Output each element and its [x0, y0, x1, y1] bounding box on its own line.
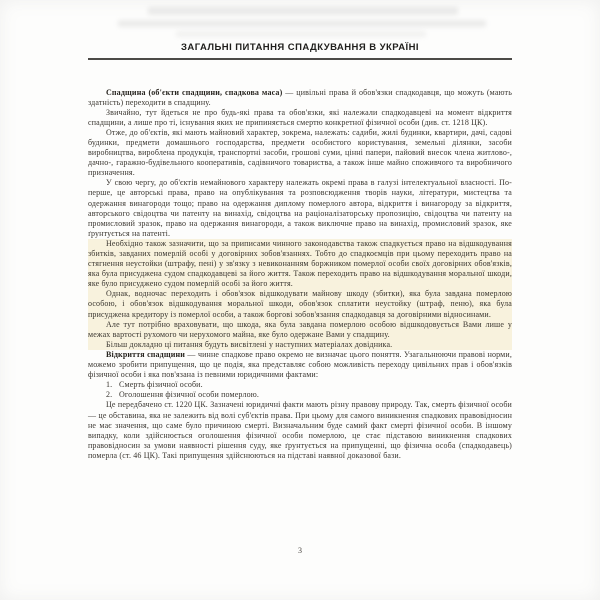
paragraph-text: Звичайно, тут йдеться не про будь-які права та обов'язки, які належали спадкодавцеві на момент відкриття спадщини, а лише про ті, існування яких не припиняється смертю конкретної фізичної особи (див. ст. 1218 ЦК). [88, 107, 512, 127]
paragraph [88, 239, 512, 289]
list-marker: 2. [106, 390, 113, 400]
text-column [88, 0, 512, 461]
paragraph-text: Це передбачено ст. 1220 ЦК. Зазначені юридичні факти мають різну правову природу. Так, смерть фізичної особи — це обставина, яка не залежить від волі суб'єктів права. При цьому для самого виникнення спадкових правовідносин не має значення, що саме було причиною смерті. Визначальним буде самий факт смерті фізичної особи. В іншому випадку, коли здійснюється оголошення фізичної особи померлою, це стає підставою виникнення спадкових правовідносин за умови наявності рішення суду, яке ґрунтується на припущенні, що фізична особа (спадкодавець) померла (ст. 46 ЦК). Такі припущення здійснюються на підставі наявної доказової бази. [88, 400, 512, 460]
paragraph-text: — цивільні права й обов'язки спадкодавця, що можуть (мають здатність) переходити в спадщину. [88, 87, 513, 107]
paragraph-text: У свою чергу, до об'єктів немайнового характеру належать окремі права в галузі інтелектуальної власності. По-перше, це авторські права, право на опублікування та розповсюдження творів науки, літератури, мистецтва та одержання винагороди тощо; право на одержання диплому померлого автора, відкриття і винагороду за відкриття, авторського свідоцтва чи патенту на винахід, свідоцтва на раціоналізаторську пропозицію, свідоцтва чи патенту на промисловий зразок, право на одержання винагороди, а також виключне право на винахід, промисловий зразок, яке ґрунтується на патенті. [88, 178, 512, 238]
paragraph-text: Але тут потрібно враховувати, що шкода, яка була завдана померлою особою відшкодовується Вами лише у межах вартості рухомого чи нерухомого майна, яке було одержане Вами у спадщину. [88, 319, 512, 339]
paragraph [88, 400, 512, 461]
paragraph-text: Більш докладно ці питання будуть висвітлені у наступних матеріалах довідника. [106, 339, 393, 349]
list-item [88, 390, 512, 400]
paragraph-text: Оголошення фізичної особи померлою. [119, 390, 260, 400]
paragraph-text: Отже, до об'єктів, які мають майновий характер, зокрема, належать: садиби, жилі будинки, квартири, дачі, садові будинки, предмети домашнього господарства, предмети особистого користування, земельні ділянки, засоби виробництва, вироблена продукція, транспортні засоби, грошові суми, цінні папери, пайовий внесок члена житлово-, дачно-, гаражно-будівельного кооперативів, садівничого товариства, а також інше майно споживчого та виробничого призначення. [88, 127, 512, 178]
page-number: 3 [298, 546, 302, 555]
paragraph [88, 108, 512, 128]
paragraph [88, 340, 512, 350]
paragraph [88, 178, 512, 239]
list-marker: 1. [106, 380, 113, 390]
list-item [88, 380, 512, 390]
paragraph [88, 128, 512, 178]
page-title: ЗАГАЛЬНІ ПИТАННЯ СПАДКУВАННЯ В УКРАЇНІ [181, 42, 419, 53]
paragraph-text: — чинне спадкове право окремо не визначає цього поняття. Узагальнюючи правові норми, можемо зробити припущення, що це подія, яка представляє собою можливість переходу цивільних прав і обов'язків фізичної особи і яка пов'язана із певними юридичними фактами: [88, 349, 512, 380]
paragraph-text: Однак, водночас переходить і обов'язок відшкодувати майнову шкоду (збитки), яка була завдана померлою особою, і обов'язок відшкодування моральної шкоди, обов'язок сплатити неустойку (штраф, пеню), яка була присуджена кредитору із померлої особи, а також боргові зобов'язання спадкодавця за договірними відносинами. [88, 289, 512, 319]
body-text [88, 88, 512, 461]
paragraph-text: Смерть фізичної особи. [119, 380, 203, 390]
paragraph [88, 88, 512, 108]
paragraph-lead-bold: Відкриття спадщини [106, 349, 186, 359]
paragraph-text: Необхідно також зазначити, що за приписами чинного законодавства також спадкується право на відшкодування збитків, завданих померлій особі у договірних зобов'язаннях. Тобто до спадкоємців при цьому переходить право на стягнення неустойки (штрафу, пені) у зв'язку з невиконанням боржником померлої особи своїх договірних обов'язків, яка була присуджена судом спадкодавцеві за його життя. Також переходить право на відшкодування моральної шкоди, яке було присуджено судом померлій особі за його життя. [88, 238, 512, 289]
paragraph [88, 289, 512, 319]
paragraph [88, 350, 512, 380]
paragraph [88, 320, 512, 340]
paragraph-lead-bold: Спадщина (об'єкти спадщини, спадкова маса) [106, 87, 283, 97]
title-divider [88, 58, 512, 60]
